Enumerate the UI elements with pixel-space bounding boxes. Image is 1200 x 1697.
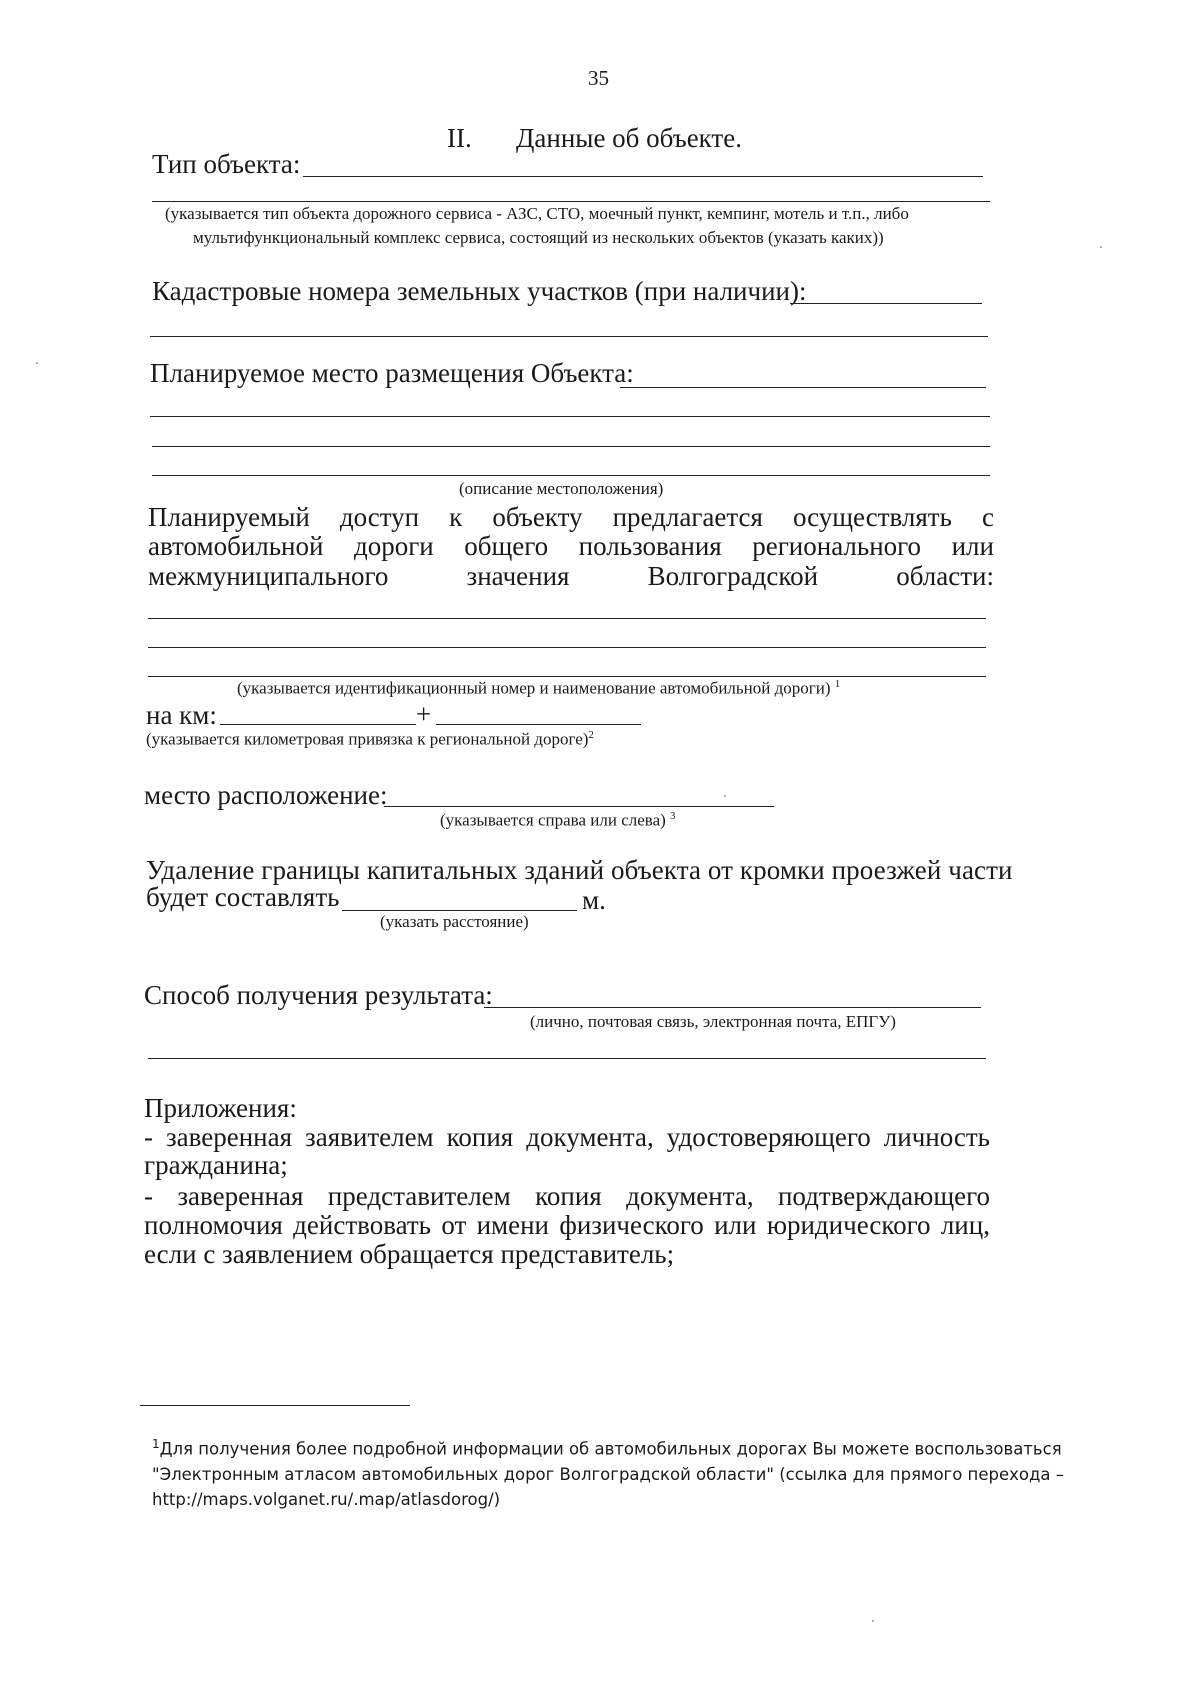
- access-field-line2[interactable]: [148, 647, 986, 648]
- access-hint: (указывается идентификационный номер и наименование автомобильной дороги) $^1$: [237, 678, 841, 698]
- footnote-separator: [140, 1405, 410, 1406]
- access-text-line1: Планируемый доступ к объекту предлагается осуществлять с: [148, 502, 994, 532]
- footnote-text: Для получения более подробной информации об автомобильных дорогах Вы можете воспользоваться "Электронным атласом автомобильных дорог Волгоградской области" (ссылка для прямого перехода – http://maps.volganet.ru/.map/atlasdorog/): [152, 1439, 1064, 1509]
- object-type-hint-1: (указывается тип объекта дорожного сервиса - АЗС, СТО, моечный пункт, кемпинг, мотель и т.п., либо: [165, 204, 909, 223]
- placement-field[interactable]: [620, 387, 986, 388]
- access-text-line3: межмуниципального значения Волгоградской области:: [148, 561, 994, 591]
- distance-unit: м.: [582, 885, 606, 915]
- footnote-ref-1: 1: [834, 678, 841, 690]
- km-plus-sign: +: [416, 699, 432, 729]
- access-field-line3[interactable]: [148, 676, 986, 677]
- km-label: на км:: [146, 700, 217, 730]
- km-offset-field[interactable]: [436, 724, 641, 725]
- distance-text-line1: Удаление границы капитальных зданий объекта от кромки проезжей части: [146, 855, 1013, 885]
- placement-hint: (описание местоположения): [459, 479, 664, 498]
- footnote-ref-3: 3: [670, 810, 676, 822]
- attachment-2-line3: если с заявлением обращается представитель;: [144, 1239, 675, 1269]
- access-field-line1[interactable]: [148, 618, 986, 619]
- location-label: место расположение:: [144, 780, 388, 810]
- section-title: Данные об объекте.: [516, 123, 742, 153]
- placement-field-line3[interactable]: [152, 446, 990, 447]
- object-type-field-line2[interactable]: [152, 201, 990, 202]
- result-hint: (лично, почтовая связь, электронная почта, ЕПГУ): [530, 1012, 896, 1031]
- attachment-1-line2: гражданина;: [144, 1150, 288, 1180]
- section-number: II.: [447, 123, 472, 153]
- location-field[interactable]: [384, 806, 774, 807]
- distance-field[interactable]: [342, 910, 577, 911]
- location-hint: (указывается справа или слева) $^3$: [440, 810, 676, 830]
- placement-field-line2[interactable]: [150, 416, 990, 417]
- result-field-line2[interactable]: [148, 1058, 986, 1059]
- result-field[interactable]: [484, 1007, 981, 1008]
- km-field[interactable]: [220, 724, 416, 725]
- footnote-number: 1: [152, 1437, 160, 1451]
- object-type-field[interactable]: [303, 176, 983, 177]
- attachment-2-line1: - заверенная представителем копия документа, подтверждающего: [144, 1181, 990, 1211]
- distance-hint: (указать расстояние): [380, 912, 529, 931]
- scan-speck: [1100, 246, 1102, 248]
- cadastral-label: Кадастровые номера земельных участков (при наличии):: [152, 276, 807, 306]
- km-hint: (указывается километровая привязка к региональной дороге)$^2$: [146, 729, 594, 749]
- object-type-label: Тип объекта:: [152, 149, 301, 179]
- cadastral-field-line2[interactable]: [150, 336, 988, 337]
- placement-field-line4[interactable]: [152, 475, 990, 476]
- placement-label: Планируемое место размещения Объекта:: [150, 358, 634, 388]
- scan-speck: [872, 1620, 874, 1622]
- footnote: [152, 1432, 1072, 1512]
- attachments-heading: Приложения:: [144, 1093, 297, 1123]
- cadastral-field[interactable]: [790, 303, 982, 304]
- attachment-2-line2: полномочия действовать от имени физического или юридического лиц,: [144, 1210, 990, 1240]
- page-number: 35: [588, 66, 609, 90]
- scan-speck: [36, 362, 38, 364]
- scan-speck: [724, 795, 726, 797]
- distance-text-prefix: будет составлять: [146, 882, 340, 912]
- attachment-1-line1: - заверенная заявителем копия документа, удостоверяющего личность: [144, 1122, 990, 1152]
- access-text-line2: автомобильной дороги общего пользования регионального или: [148, 531, 994, 561]
- footnote-ref-2: 2: [588, 729, 594, 741]
- object-type-hint-2: мультифункциональный комплекс сервиса, состоящий из нескольких объектов (указать каких)): [193, 228, 884, 247]
- result-label: Способ получения результата:: [144, 980, 493, 1010]
